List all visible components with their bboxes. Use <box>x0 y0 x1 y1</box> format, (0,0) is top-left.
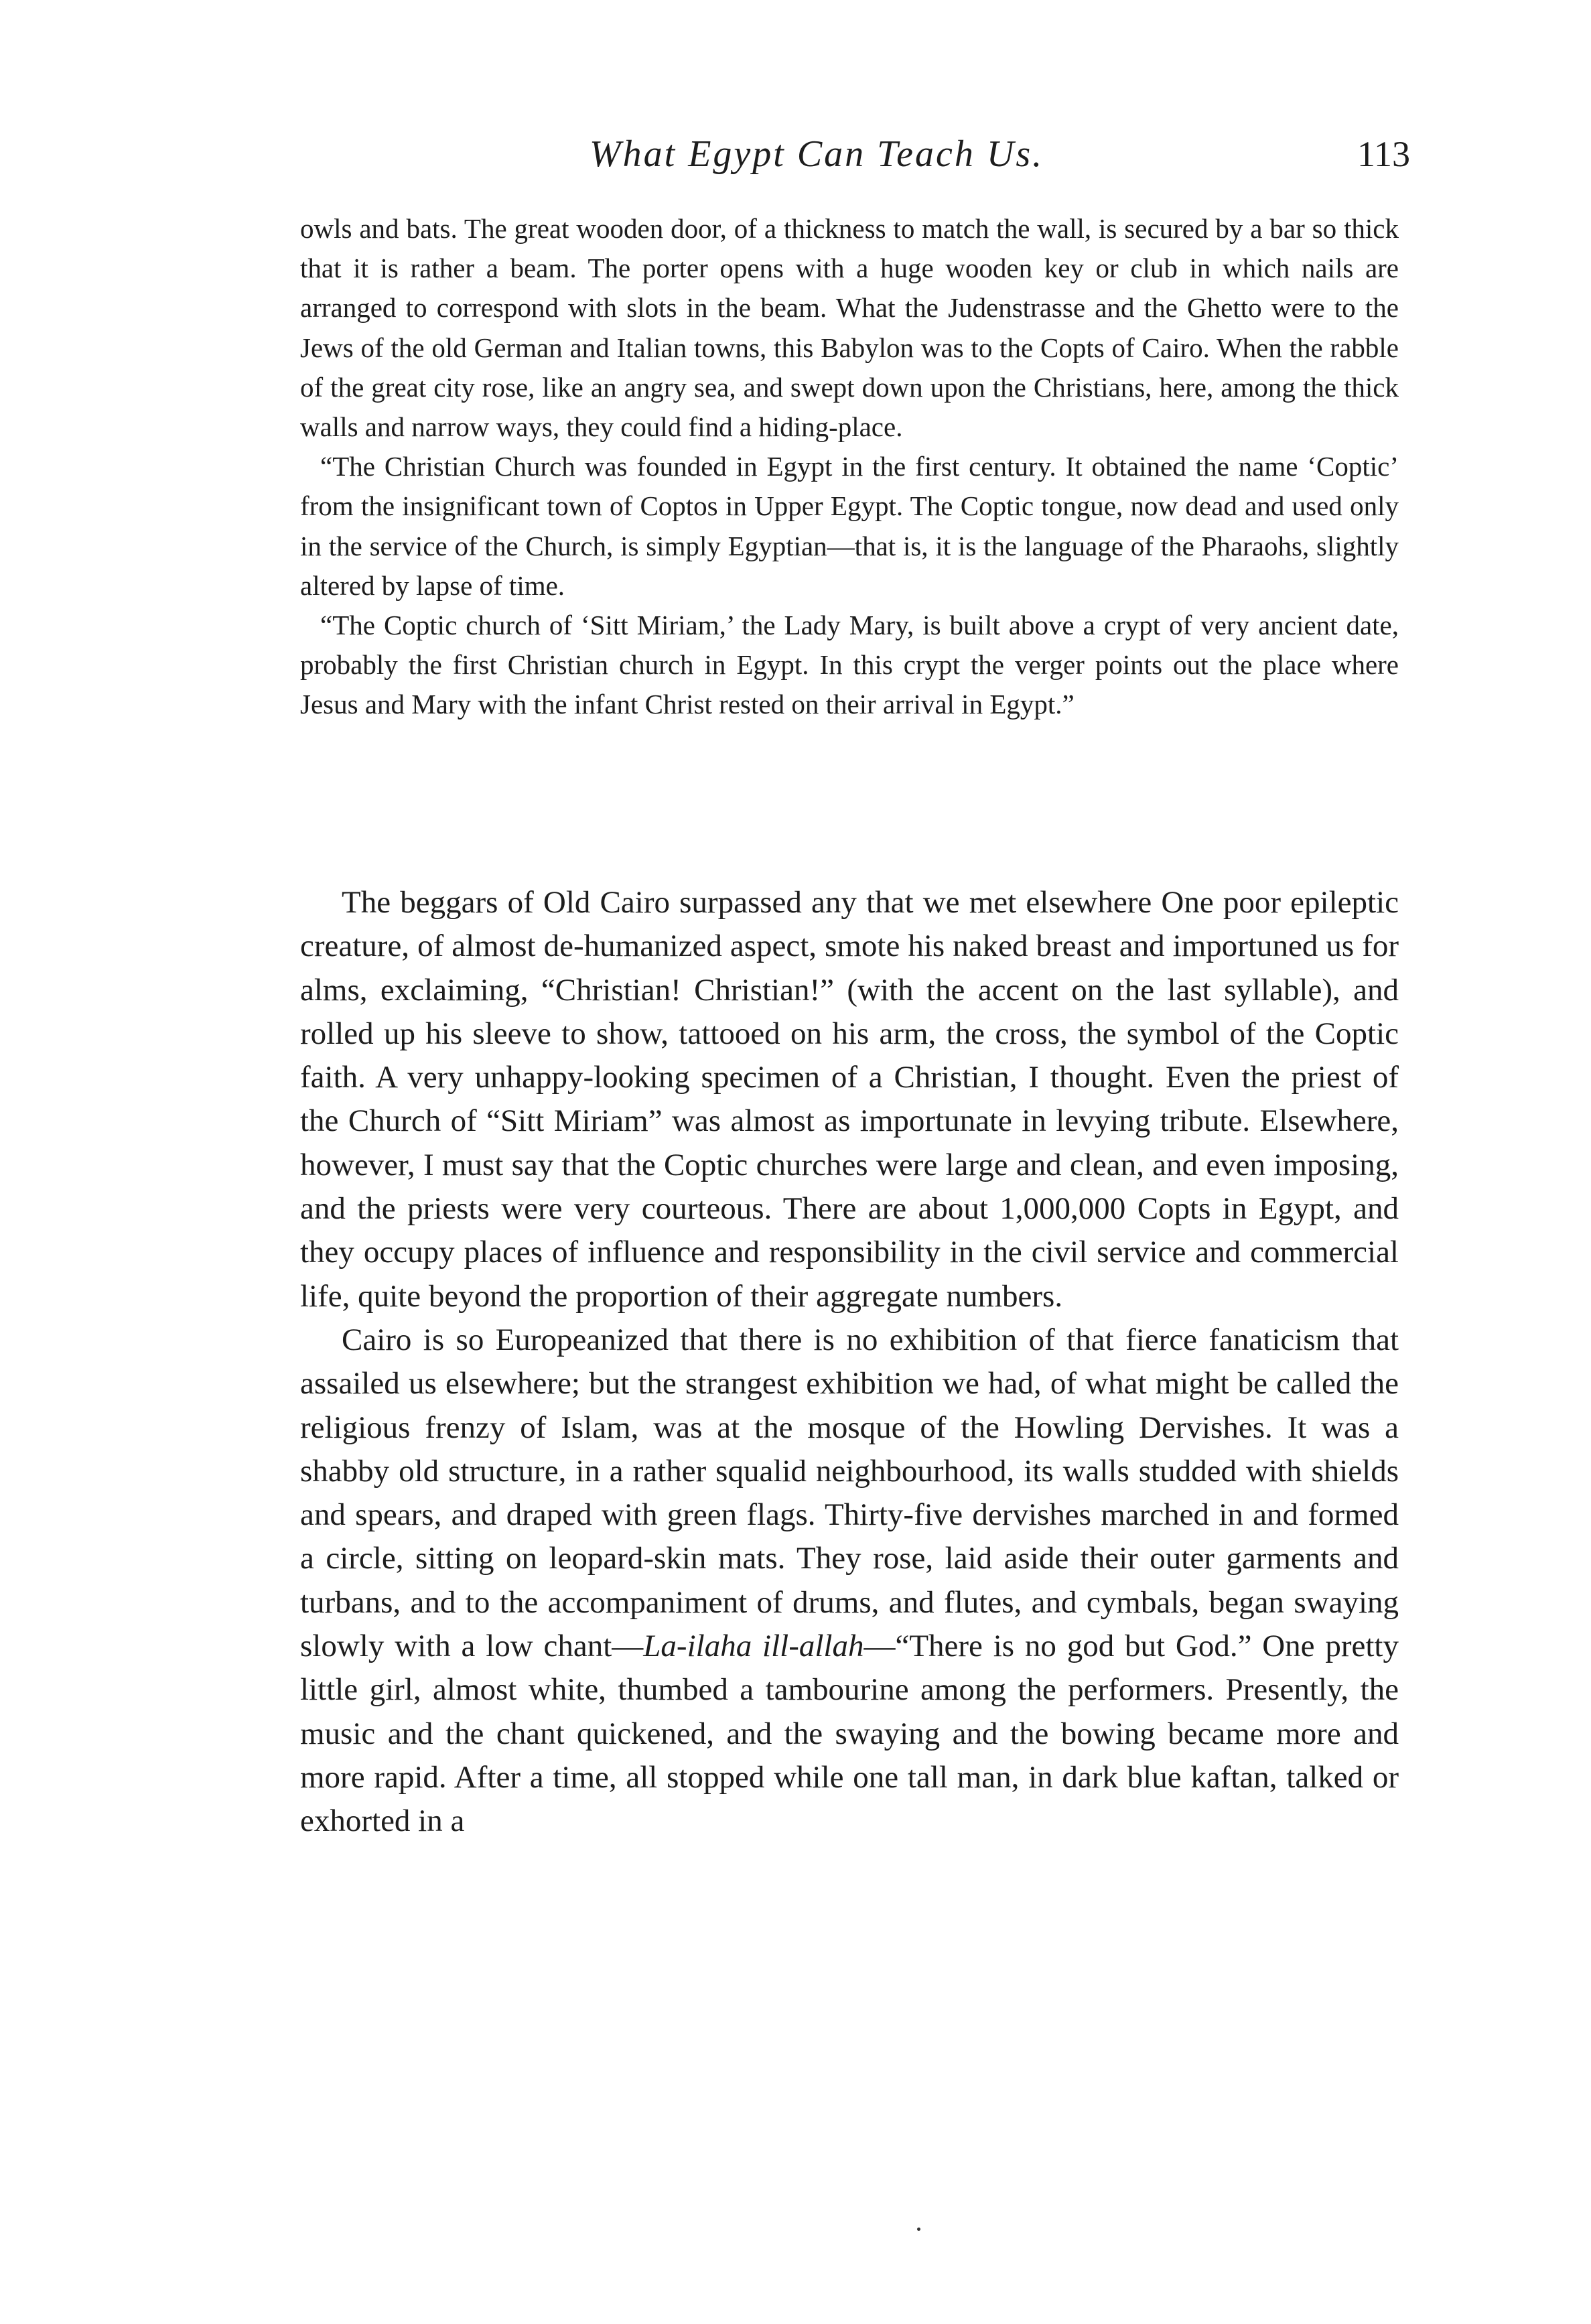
dervishes-text-before: Cairo is so Europeanized that there is no exhibition of that fierce fanaticism that assailed us elsewhere; but the strangest exhibition we had, of what might be called the religious frenzy of Islam, was at the mosque of the Howling Dervishes. It was a shabby old structure, in a rather squalid neighbourhood, its walls studded with shields and spears, and draped with green flags. Thirty-five dervishes marched in and formed a circle, sitting on leopard-skin mats. They rose, laid aside their outer garments and turbans, and to the accompaniment of drums, and flutes, and cymbals, began swaying slowly with a low chant— <box>300 1322 1399 1664</box>
running-head <box>295 127 1410 188</box>
quoted-passage <box>300 209 1399 725</box>
dervishes-text-after: —“There is no god but God.” One pretty little girl, almost white, thumbed a tambourine among the performers. Presently, the music and the chant quickened, and the swaying and the bowing became more and more rapid. After a time, all stopped while one tall man, in dark blue kaftan, talked or exhorted in a <box>300 1629 1399 1839</box>
quote-paragraph: “The Coptic church of ‘Sitt Miriam,’ the Lady Mary, is built above a crypt of very ancient date, probably the first Christian church in Egypt. In this crypt the verger points out the place where Jesus and Mary with the infant Christ rested on their arrival in Egypt.” <box>300 610 1399 720</box>
running-title: What Egypt Can Teach Us. <box>590 133 1044 175</box>
page-number: 113 <box>1357 134 1410 174</box>
chant-phrase: La-ilaha ill-allah <box>643 1629 864 1664</box>
quote-paragraph: “The Christian Church was founded in Egypt in the first century. It obtained the name ‘Coptic’ from the insignificant town of Coptos in Upper Egypt. The Coptic tongue, now dead and used only in the service of the Church, is simply Egyptian—that is, it is the language of the Pharaohs, slightly altered by lapse of time. <box>300 451 1399 601</box>
print-speck <box>917 2228 920 2231</box>
body-paragraph-dervishes <box>300 1318 1399 1844</box>
quote-paragraph: owls and bats. The great wooden door, of a thickness to match the wall, is secured by a bar so thick that it is rather a beam. The porter opens with a huge wooden key or club in which nails are arranged to correspond with slots in the beam. What the Judenstrasse and the Ghetto were to the Jews of the old German and Italian towns, this Babylon was to the Copts of Cairo. When the rabble of the great city rose, like an angry sea, and swept down upon the Christians, here, among the thick walls and narrow ways, they could find a hiding-place. <box>300 213 1399 443</box>
body-paragraph-beggars: The beggars of Old Cairo surpassed any that we met elsewhere One poor epileptic creature, of almost de-humanized aspect, smote his naked breast and importuned us for alms, exclaiming, “Christian! Christian!” (with the accent on the last syllable), and rolled up his sleeve to show, tattooed on his arm, the cross, the symbol of the Coptic faith. A very unhappy-looking specimen of a Christian, I thought. Even the priest of the Church of “Sitt Miriam” was almost as importunate in levying tribute. Elsewhere, however, I must say that the Coptic churches were large and clean, and even imposing, and the priests were very courteous. There are about 1,000,000 Copts in Egypt, and they occupy places of influence and responsibility in the civil service and commercial life, quite beyond the proportion of their aggregate numbers. <box>300 885 1399 1314</box>
body-text <box>300 881 1399 1844</box>
